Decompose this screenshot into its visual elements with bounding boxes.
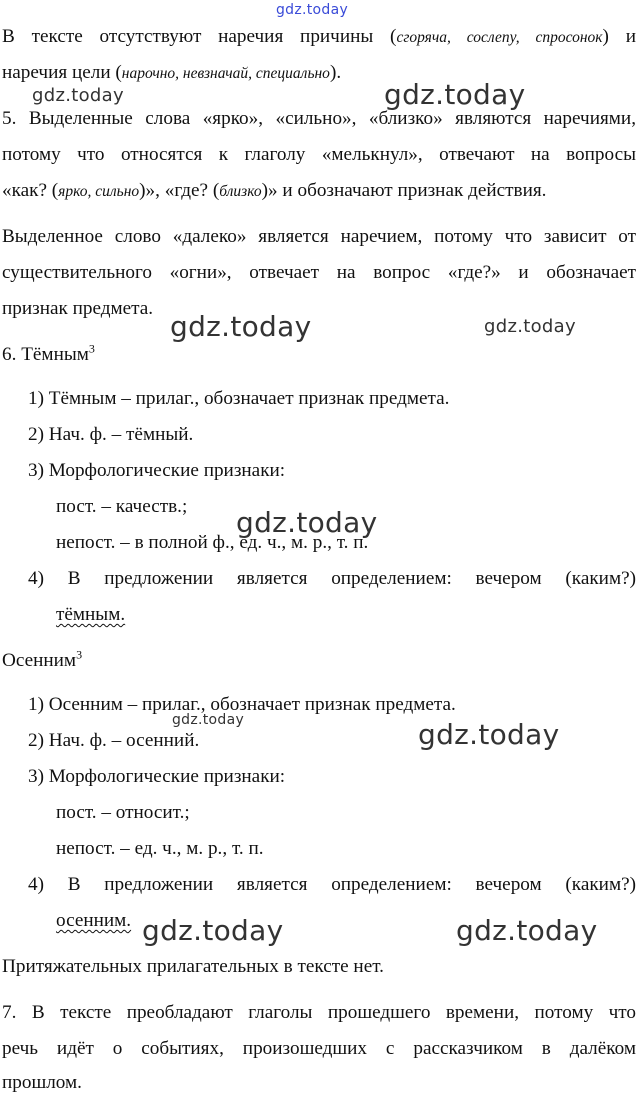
- list-item: 3) Морфологические признаки:: [28, 766, 286, 787]
- watermark: gdz.today: [32, 85, 124, 106]
- list-item: 4) В предложении является определением: вечером (каким?): [28, 568, 636, 589]
- text-line: Притяжательных прилагательных в тексте нет.: [2, 956, 384, 977]
- list-subitem: непост. – ед. ч., м. р., т. п.: [56, 838, 264, 859]
- watermark: gdz.today: [484, 316, 576, 337]
- list-item: 4) В предложении является определением: вечером (каким?): [28, 874, 636, 895]
- list-item: 2) Нач. ф. – тёмный.: [28, 424, 194, 445]
- text-line: речь идёт о событиях, произошедших с рассказчиком в далёком: [2, 1038, 636, 1059]
- list-item: 2) Нач. ф. – осенний.: [28, 730, 200, 751]
- list-subitem: непост. – в полной ф., ед. ч., м. р., т. п.: [56, 532, 369, 553]
- text-line: В тексте отсутствуют наречия причины (сгоряча, сослепу, спросонок) и: [2, 26, 636, 47]
- list-item: 1) Осенним – прилаг., обозначает признак предмета.: [28, 694, 456, 715]
- section-heading: 6. Тёмным$^3$: [2, 341, 95, 365]
- list-subitem: осенним.: [56, 910, 132, 931]
- watermark: gdz.today: [384, 78, 526, 111]
- text-line: «как? (ярко, сильно)», «где? (близко)» и обозначают признак действия.: [2, 180, 547, 201]
- watermark: gdz.today: [170, 310, 312, 343]
- watermark: gdz.today: [142, 914, 284, 947]
- watermark: gdz.today: [456, 914, 598, 947]
- text-line: потому что относятся к глаголу «мелькнул», отвечают на вопросы: [2, 144, 636, 165]
- list-subitem: пост. – относит.;: [56, 802, 190, 823]
- text-line: признак предмета.: [2, 298, 154, 319]
- text-line: существительного «огни», отвечает на вопрос «где?» и обозначает: [2, 262, 636, 283]
- section-heading: Осенним$^3$: [2, 647, 83, 671]
- text-line: Выделенное слово «далеко» является наречием, потому что зависит от: [2, 226, 636, 247]
- list-subitem: тёмным.: [56, 604, 126, 625]
- watermark: gdz.today: [172, 712, 245, 728]
- text-line: 7. В тексте преобладают глаголы прошедшего времени, потому что: [2, 1002, 636, 1023]
- text-line: наречия цели (нарочно, невзначай, специально).: [2, 62, 342, 83]
- watermark: gdz.today: [236, 506, 378, 539]
- list-item: 3) Морфологические признаки:: [28, 460, 286, 481]
- watermark: gdz.today: [418, 718, 560, 751]
- text-line: 5. Выделенные слова «ярко», «сильно», «близко» являются наречиями,: [2, 108, 636, 129]
- list-item: 1) Тёмным – прилаг., обозначает признак предмета.: [28, 388, 450, 409]
- text-line: прошлом.: [2, 1072, 82, 1093]
- list-subitem: пост. – качеств.;: [56, 496, 188, 517]
- watermark: gdz.today: [276, 2, 349, 18]
